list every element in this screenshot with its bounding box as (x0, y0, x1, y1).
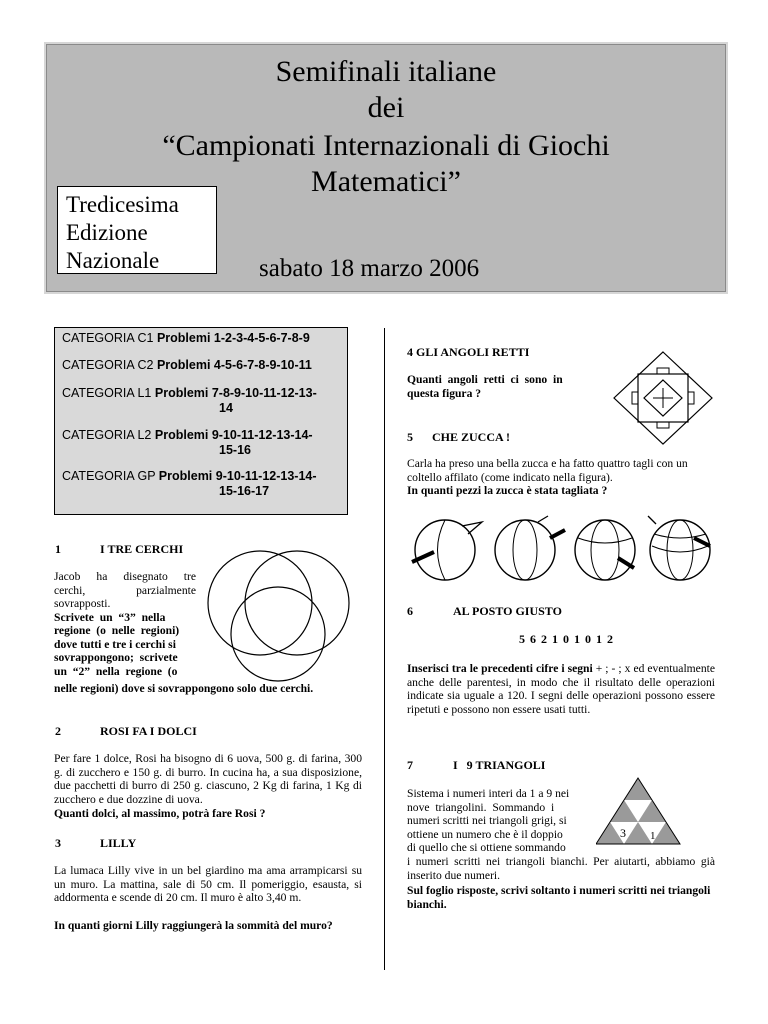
category-problems-cont: 15-16 (219, 443, 251, 457)
small-rect (632, 392, 638, 404)
edition-line: Nazionale (66, 248, 160, 273)
problem-6-digits: 5 6 2 1 0 1 0 1 2 (519, 632, 614, 646)
category-problems: Problemi 9-10-11-12-13-14- (154, 428, 313, 442)
text-line (54, 584, 196, 598)
problem-7-question: Sul foglio risposte, scrivi soltanto i numeri scritti nei triangoli bianchi. (407, 884, 711, 911)
problem-4-question (407, 373, 601, 400)
small-rect (688, 392, 694, 404)
pumpkin-3 (575, 520, 635, 580)
problem-2-number: 2 (55, 724, 61, 738)
category-problems-cont: 15-16-17 (219, 484, 270, 498)
circle (231, 587, 325, 681)
category-name: CATEGORIA L2 (62, 428, 152, 442)
problem-6-operators: + ; - ; x (592, 662, 634, 675)
problem-5-title: CHE ZUCCA ! (432, 430, 511, 444)
problem-3-question: In quanti giorni Lilly raggiungerà la sommità del muro? (54, 919, 333, 932)
text-line: Quanti angoli retti ci sono in (407, 373, 563, 386)
text-word: parzialmente (136, 583, 196, 597)
category-problems: Problemi 1-2-3-4-5-6-7-8-9 (156, 331, 310, 345)
text-line: questa figura ? (407, 386, 482, 400)
pumpkins-figure (410, 510, 715, 585)
problem-6-instruction: Inserisci tra le precedenti cifre i segni (407, 662, 593, 675)
problem-3-text: La lumaca Lilly vive in un bel giardino ma ama arrampicarsi su un muro. La mattina, sale di 50 cm. Il pomeriggio, esausta, si addormenta e scende di 20 cm. Il muro è alto 3,40 m. (54, 864, 362, 904)
category-name: CATEGORIA L1 (62, 386, 152, 400)
text-line: un “2” nella regione (o (54, 664, 178, 678)
category-problems-cont: 14 (219, 401, 233, 415)
category-row (62, 386, 342, 416)
category-row (62, 428, 342, 458)
problem-5-question: In quanti pezzi la zucca è stata tagliata ? (407, 484, 608, 497)
event-date: sabato 18 marzo 2006 (259, 255, 480, 282)
problem-6-title: AL POSTO GIUSTO (453, 604, 562, 618)
problem-5-number: 5 (407, 430, 413, 444)
problem-7-text-cont: i numeri scritti nei triangoli bianchi. Per aiutarti, abbiamo già inserito due numeri. (407, 855, 715, 882)
problem-1-title: I TRE CERCHI (100, 542, 184, 556)
problem-2-title: ROSI FA I DOLCI (100, 724, 197, 738)
small-rect (657, 422, 669, 428)
title-line-1: Semifinali italiane (275, 55, 497, 88)
three-circles-figure (200, 548, 355, 683)
problem-6-text (407, 662, 715, 716)
text-line: sovrappongono; scrivete (54, 651, 178, 664)
edition-line: Edizione (66, 220, 148, 245)
column-divider (384, 328, 385, 970)
text-line: Sistema i numeri interi da 1 a 9 nei (407, 787, 570, 800)
text-line: Jacob ha disegnato tre (54, 570, 196, 583)
problem-3-title: LILLY (100, 836, 137, 850)
category-row (62, 358, 342, 373)
problem-7-text (407, 787, 591, 855)
text-word: cerchi, (54, 583, 86, 597)
pumpkin-4 (648, 516, 710, 580)
triangle-grey (624, 778, 652, 800)
pumpkin-2 (495, 516, 565, 580)
problem-4-title: 4 GLI ANGOLI RETTI (407, 345, 530, 359)
problem-6-number: 6 (407, 604, 413, 618)
category-problems: Problemi 7-8-9-10-11-12-13- (154, 386, 317, 400)
nine-triangles-figure (596, 776, 682, 846)
problem-7-number: 7 (407, 758, 413, 772)
category-box (54, 327, 348, 515)
right-angles-figure (612, 350, 714, 446)
category-name: CATEGORIA C2 (62, 358, 154, 372)
title-line-2: dei (367, 91, 405, 124)
text-line: numeri scritti nei triangoli grigi, si (407, 814, 567, 827)
triangle-number: 3 (620, 826, 626, 840)
header-banner (46, 44, 726, 292)
problem-1-text (54, 570, 196, 678)
triangle-number: 1 (650, 830, 656, 842)
pumpkin-1 (412, 520, 482, 580)
title-line-4: Matematici” (311, 165, 461, 198)
category-row (62, 331, 342, 346)
text-line: ottiene un numero che è il doppio (407, 827, 563, 841)
problem-6-rest: ed eventualmente anche delle parentesi, in modo che il risultato delle operazioni indicate sia uguale a 120. I segni delle operazioni possono essere ripetuti e possono non essere usati tutti. (407, 662, 715, 716)
problem-5-text: Carla ha preso una bella zucca e ha fatto quattro tagli con un coltello affilato (come indicato nella figura). (407, 457, 688, 484)
problem-2-text: Per fare 1 dolce, Rosi ha bisogno di 6 uova, 500 g. di farina, 300 g. di zucchero e 150 g. di burro. In cucina ha, a sua disposizione, due pacchetti di burro di 250 g. ciascuno, 2 Kg di farina, 1 Kg di zucchero e due dozzine di uova. (54, 752, 362, 806)
title-line-3: “Campionati Internazionali di Giochi (162, 129, 610, 162)
edition-line: Tredicesima (66, 192, 179, 217)
problem-2-question: Quanti dolci, al massimo, potrà fare Rosi ? (54, 807, 266, 820)
problem-1-question-end: nelle regioni) dove si sovrappongono solo due cerchi. (54, 682, 314, 695)
text-line: nove triangolini. Sommando i (407, 800, 555, 814)
category-problems: Problemi 4-5-6-7-8-9-10-11 (156, 358, 312, 372)
category-name: CATEGORIA GP (62, 469, 156, 483)
text-line: sovrapposti. (54, 597, 111, 610)
category-name: CATEGORIA C1 (62, 331, 154, 345)
text-line: Scrivete un “3” nella (54, 610, 166, 624)
text-line: regione (o nelle regioni) (54, 624, 180, 637)
text-line: di quello che si ottiene sommando (407, 841, 566, 854)
small-rect (657, 368, 669, 374)
text-line: dove tutti e tre i cerchi si (54, 637, 176, 651)
edition-box (57, 186, 217, 274)
problem-3-number: 3 (55, 836, 61, 850)
category-row (62, 469, 342, 499)
category-problems: Problemi 9-10-11-12-13-14- (158, 469, 317, 483)
problem-1-number: 1 (55, 542, 61, 556)
problem-7-title: I 9 TRIANGOLI (453, 758, 546, 772)
